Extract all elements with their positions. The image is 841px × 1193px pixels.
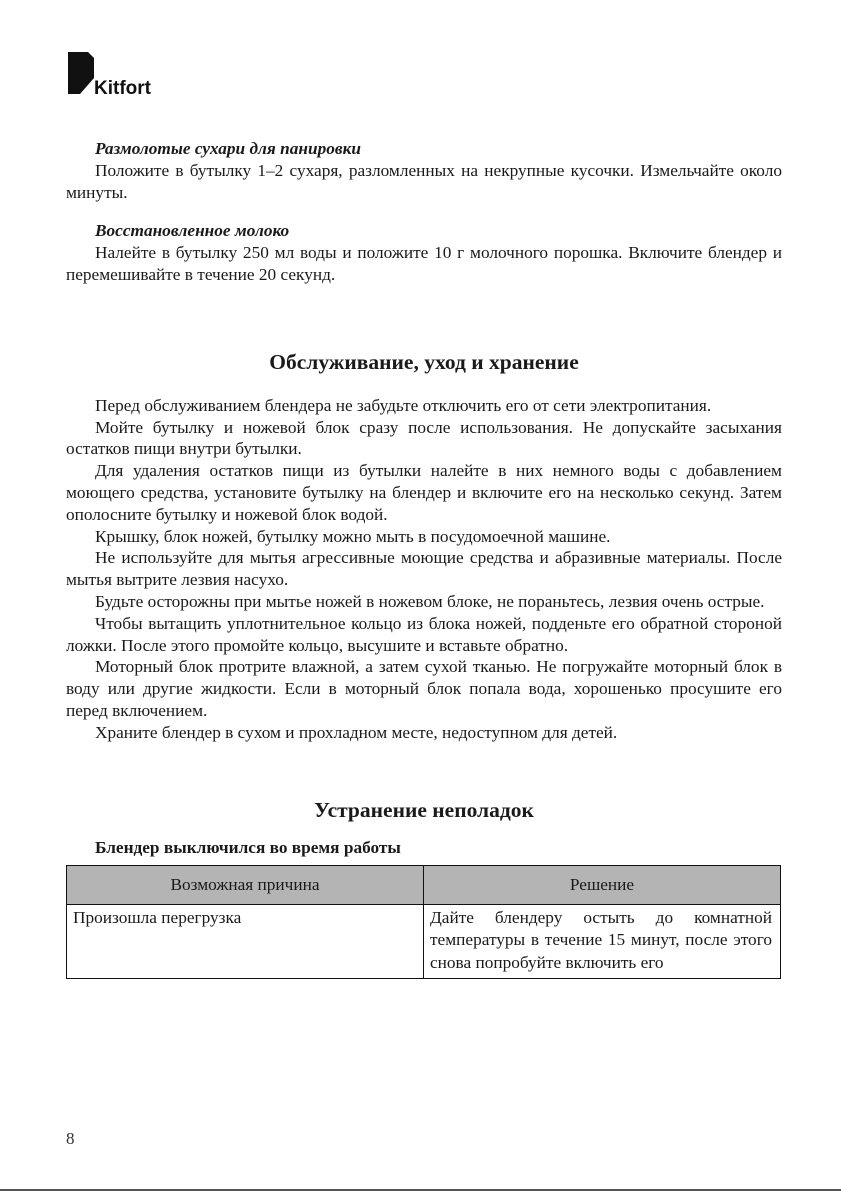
recipe-title: Размолотые сухари для панировки xyxy=(95,139,361,158)
maintenance-paragraph: Мойте бутылку и ножевой блок сразу после использования. Не допускайте засыхания остатков пищи внутри бутылки. xyxy=(66,417,782,459)
maintenance-paragraph: Для удаления остатков пищи из бутылки налейте в них немного воды с добавлением моющего средства, установите бутылку на блендер и включите его на несколько секунд. Затем ополосните бутылку и ножевой блок водой. xyxy=(66,461,782,524)
column-header-solution: Решение xyxy=(424,865,781,904)
maintenance-paragraph: Будьте осторожны при мытье ножей в ножевом блоке, не пораньтесь, лезвия очень острые. xyxy=(95,591,765,611)
brand-logo xyxy=(66,50,176,106)
recipe-text: Положите в бутылку 1–2 сухаря, разломленных на некрупные кусочки. Измельчайте около минуты. xyxy=(66,160,782,202)
maintenance-paragraph: Храните блендер в сухом и прохладном месте, недоступном для детей. xyxy=(95,722,618,742)
solution-cell: Дайте блендеру остыть до комнатной температуры в течение 15 минут, после этого снова попробуйте включить его xyxy=(424,904,781,979)
cause-cell: Произошла перегрузка xyxy=(67,904,424,979)
maintenance-paragraph: Моторный блок протрите влажной, а затем сухой тканью. Не погружайте моторный блок в воду или другие жидкости. Если в моторный блок попала вода, хорошенько просушите его перед включением. xyxy=(66,657,782,720)
page-content xyxy=(66,138,782,979)
troubleshooting-table xyxy=(66,865,781,980)
table-title: Блендер выключился во время работы xyxy=(95,837,401,857)
maintenance-paragraph: Чтобы вытащить уплотнительное кольцо из блока ножей, подденьте его обратной стороной ложки. После этого промойте кольцо, высушите и вставьте обратно. xyxy=(66,613,782,655)
page-number: 8 xyxy=(66,1129,75,1148)
maintenance-paragraph: Не используйте для мытья агрессивные моющие средства и абразивные материалы. После мытья вытрите лезвия насухо. xyxy=(66,548,782,590)
table-header-row xyxy=(67,865,781,904)
troubleshooting-heading: Устранение неполадок xyxy=(314,797,534,822)
maintenance-paragraph: Перед обслуживанием блендера не забудьте отключить его от сети электропитания. xyxy=(95,395,712,415)
table-row xyxy=(67,904,781,979)
kitfort-logo-icon xyxy=(66,50,96,100)
recipe-text: Налейте в бутылку 250 мл воды и положите 10 г молочного порошка. Включите блендер и перемешивайте в течение 20 секунд. xyxy=(66,243,782,284)
bottom-rule xyxy=(0,1189,841,1191)
logo-text: Kitfort xyxy=(94,78,151,99)
column-header-cause: Возможная причина xyxy=(67,865,424,904)
maintenance-paragraph: Крышку, блок ножей, бутылку можно мыть в посудомоечной машине. xyxy=(95,526,611,546)
maintenance-heading: Обслуживание, уход и хранение xyxy=(269,349,579,374)
recipe-title: Восстановленное молоко xyxy=(95,221,290,241)
